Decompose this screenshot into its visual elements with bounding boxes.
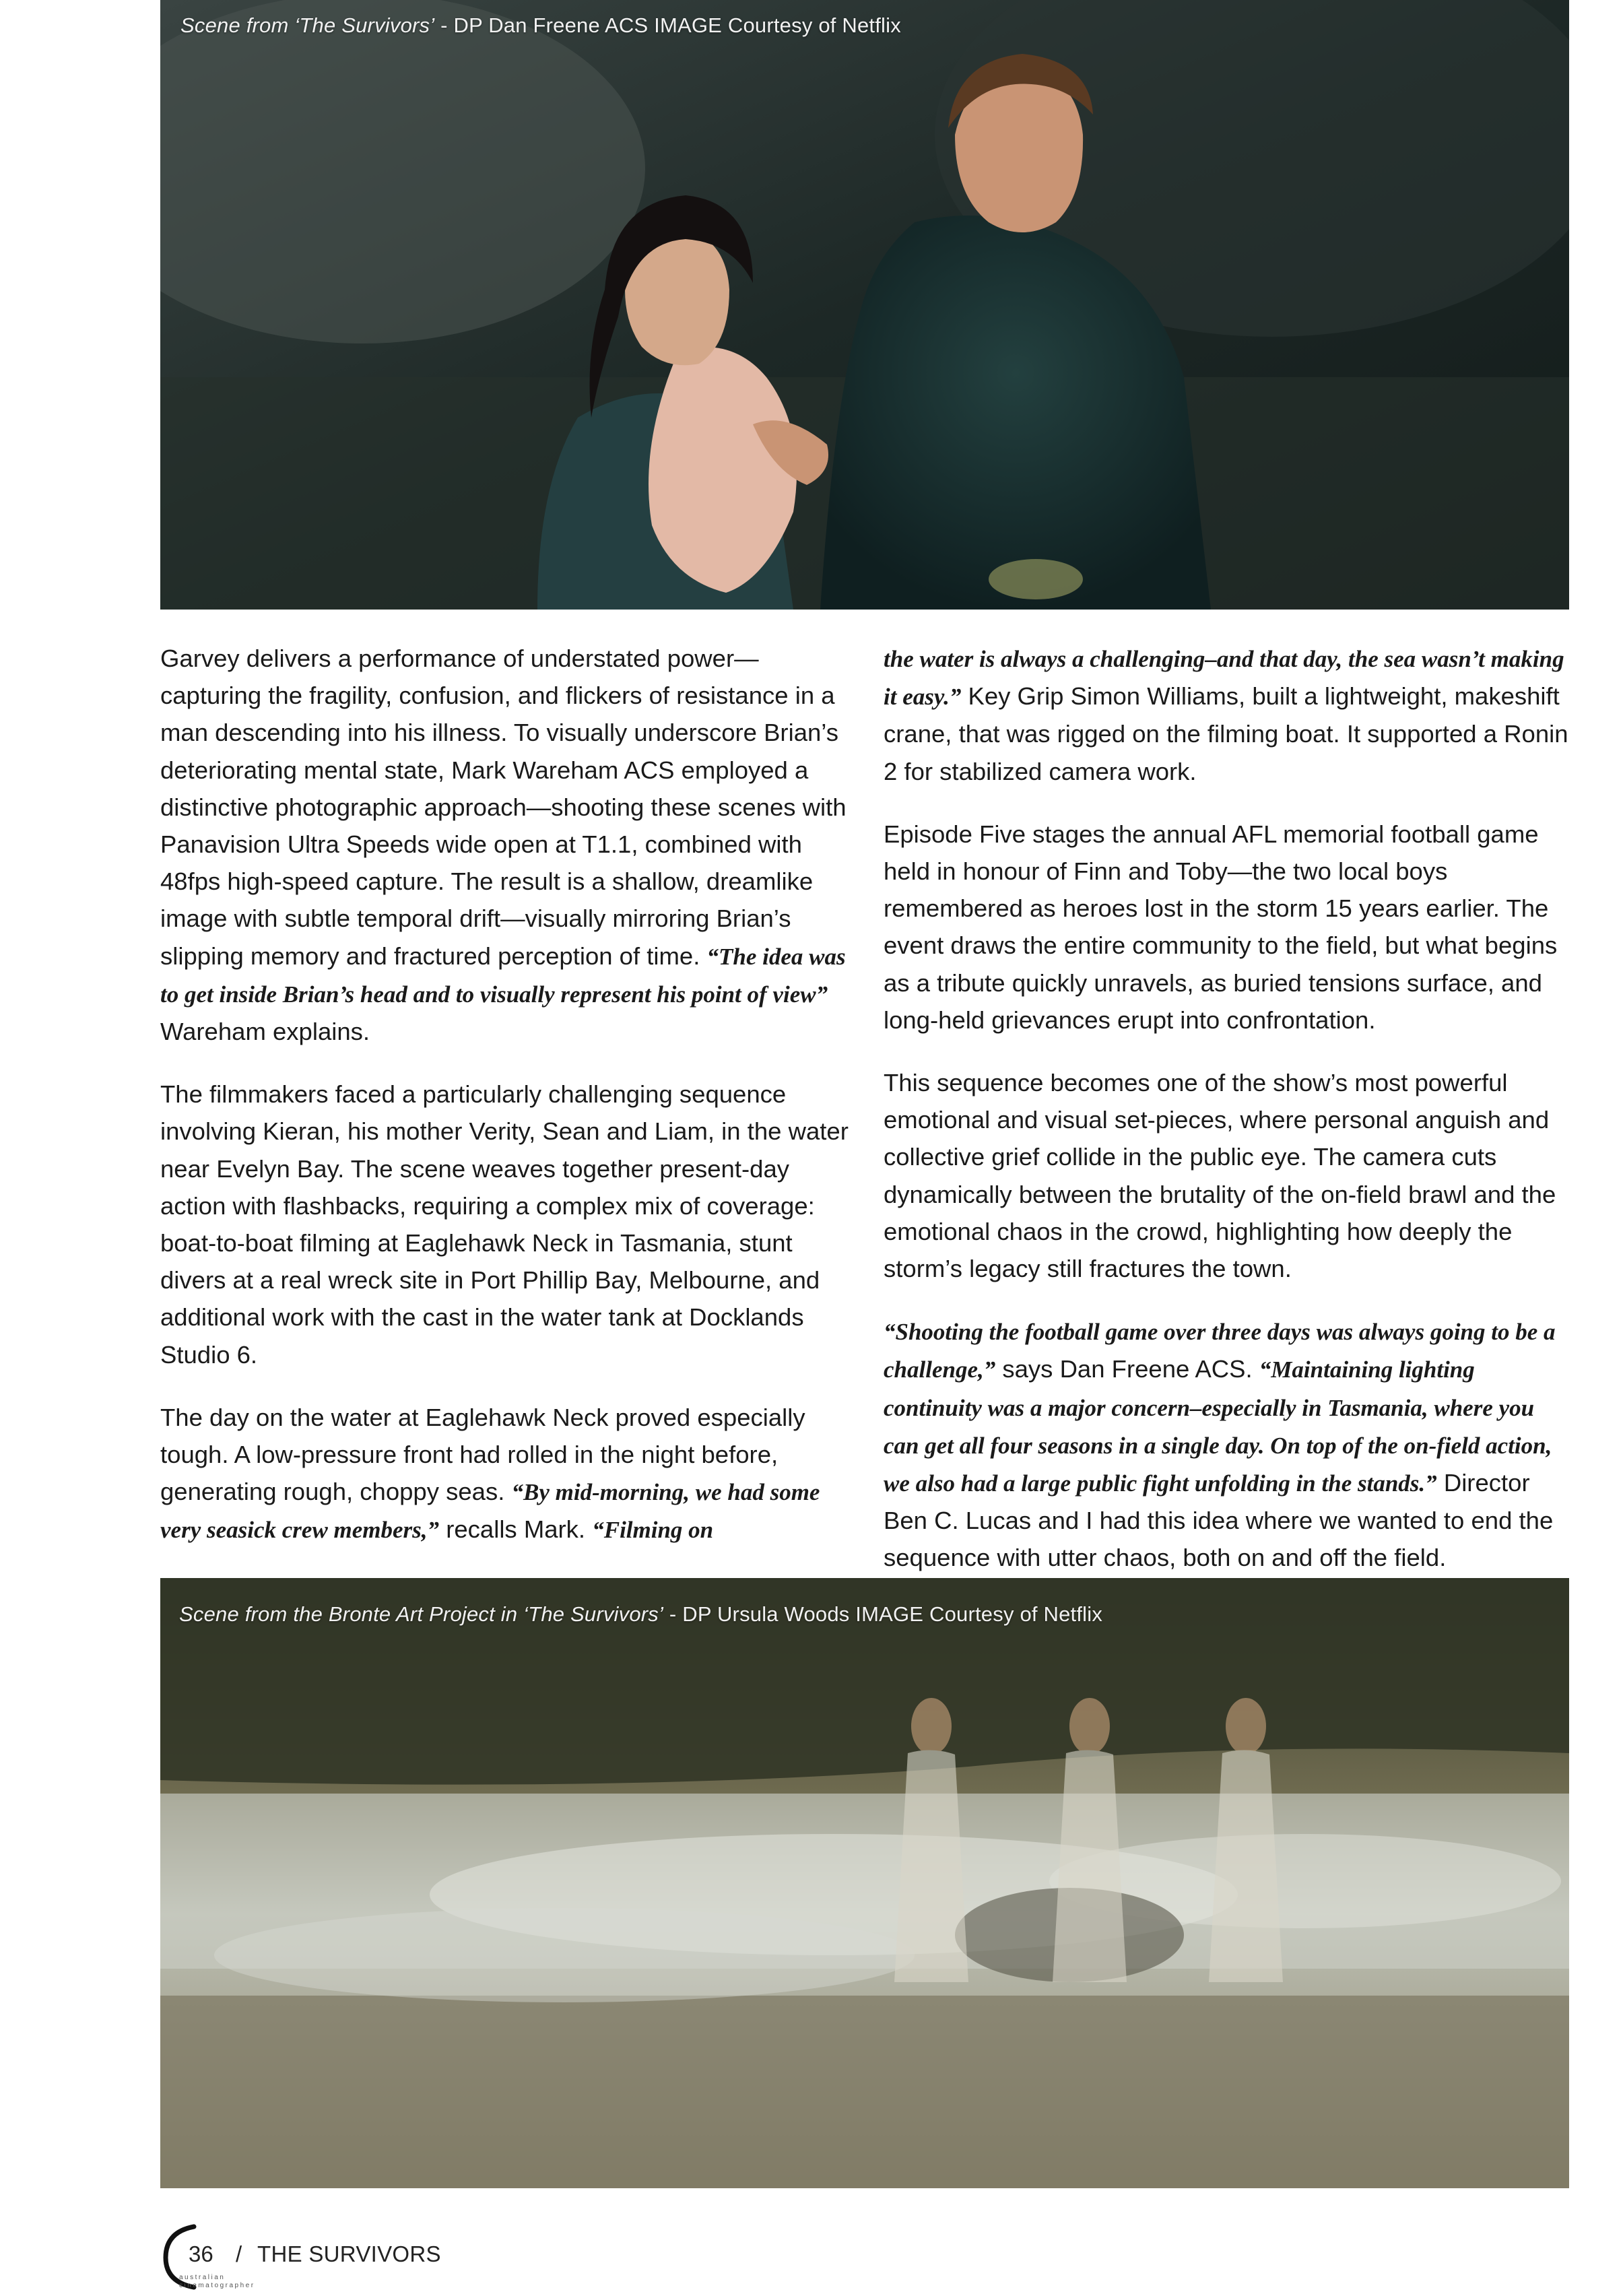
left-p1-text: Garvey delivers a performance of understated power—capturing the fragility, confusion, and flickers of resistance in a man descending into his illness. To visually underscore Brian’s deteriorating mental state, Mark Wareham ACS employed a distinctive photographic approach—shooting these scenes with Panavision Ultra Speeds wide open at T1.1, combined with 48fps high-speed capture. The result is a shallow, dreamlike image with subtle temporal drift—visually mirroring Brian’s slipping memory and fractured perception of time. [160,645,847,970]
bottom-photo [160,1578,1569,2188]
bottom-caption-italic: Scene from the Bronte Art Project in ‘The Survivors’ [179,1602,664,1626]
right-paragraph-2: Episode Five stages the annual AFL memorial football game held in honour of Finn and Toby—the two local boys remembered as heroes lost in the storm 15 years earlier. The event draws the entire community to the field, but what begins as a tribute quickly unravels, as buried tensions surface, and long-held grievances erupt into confrontation. [884,820,1558,1034]
section-title: THE SURVIVORS [257,2241,441,2266]
top-caption-italic: Scene from ‘The Survivors’ [180,13,435,37]
left-paragraph-1 [160,640,849,1050]
right-p4-quote-1: “Shooting the football game over three days was always going to be a challenge,” [884,1319,1556,1383]
logo-wordmark: australian cinematographer [179,2274,255,2289]
right-p1-text: Key Grip Simon Williams, built a lightweight, makeshift crane, that was rigged on the filming boat. It supported a Ronin 2 for stabilized camera work. [884,682,1568,785]
page-footer [160,2223,497,2290]
right-paragraph-4 [884,1313,1569,1576]
top-photo-illustration [160,0,1569,610]
right-p4-text: Director Ben C. Lucas and I had this idea where we wanted to end the sequence with utter chaos, both on and off the field. [884,1469,1554,1572]
left-paragraph-2: The filmmakers faced a particularly challenging sequence involving Kieran, his mother Verity, Sean and Liam, in the water near Evelyn Bay. The scene weaves together present-day action with flashbacks, requiring a complex mix of coverage: boat-to-boat filming at Eaglehawk Neck in Tasmania, stunt divers at a real wreck site in Port Phillip Bay, Melbourne, and additional work with the cast in the water tank at Docklands Studio 6. [160,1080,849,1369]
footer-separator: / [236,2241,242,2266]
left-p3-text: The day on the water at Eaglehawk Neck proved especially tough. A low-pressure front had rolled in the night before, generating rough, choppy seas. [160,1403,805,1506]
top-caption-credit: - DP Dan Freene ACS IMAGE Courtesy of Netflix [434,13,901,37]
page-number: 36 [189,2241,213,2266]
right-p1-quote: the water is always a challenging–and that day, the sea wasn’t making it easy.” [884,646,1564,711]
left-paragraph-3 [160,1399,849,1549]
right-text-column [884,640,1569,1602]
left-p3-quote-2: “Filming on [592,1517,714,1544]
bottom-photo-caption [179,1602,1102,1627]
right-paragraph-3: This sequence becomes one of the show’s most powerful emotional and visual set-pieces, where personal anguish and collective grief collide in the public eye. The camera cuts dynamically between the brutality of the on-field brawl and the emotional chaos in the crowd, highlighting how deeply the storm’s legacy still fractures the town. [884,1069,1556,1283]
bottom-photo-illustration [160,1578,1569,2188]
left-p1-quote: “The idea was to get inside Brian’s head and to visually represent his point of view” [160,943,846,1008]
bottom-caption-credit: - DP Ursula Woods IMAGE Courtesy of Netflix [663,1602,1103,1626]
left-p3-mid: recalls Mark. [439,1515,593,1544]
left-text-column [160,640,849,1575]
right-p4-mid: says Dan Freene ACS. [995,1355,1259,1383]
left-p1-after: Wareham explains. [160,1018,370,1046]
right-p4-quote-2: “Maintaining lighting continuity was a major concern–especially in Tasmania, where you can get all four seasons in a single day. On top of the on-field action, we also had a large public fight unfolding in the stands.” [884,1356,1552,1497]
top-photo [160,0,1569,610]
left-p3-quote-1: “By mid-morning, we had some very seasick crew members,” [160,1479,820,1544]
right-paragraph-1 [884,640,1569,790]
top-photo-caption [180,13,901,38]
